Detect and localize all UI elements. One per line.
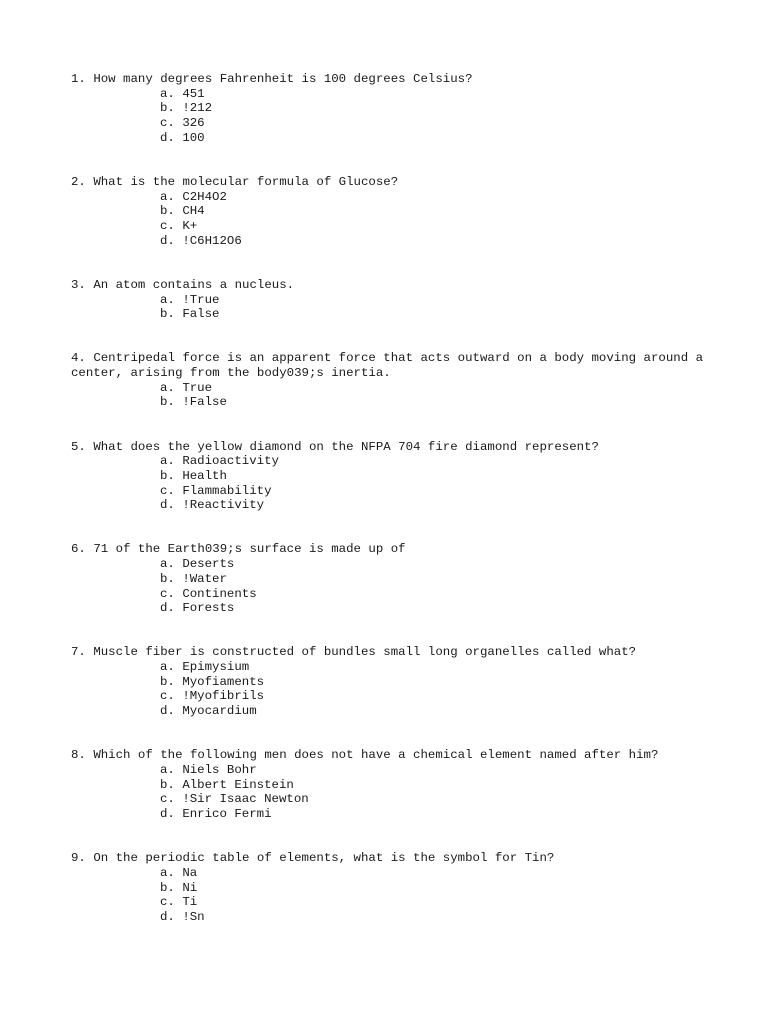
option-letter: a.	[160, 557, 175, 572]
question-number: 1.	[71, 72, 86, 86]
question-text	[71, 748, 711, 763]
option-letter: a.	[160, 189, 175, 204]
answer-option	[71, 572, 711, 587]
option-text: Myocardium	[182, 704, 257, 719]
option-letter: b.	[160, 204, 175, 219]
question-4	[71, 351, 711, 410]
question-number: 6.	[71, 542, 86, 557]
option-text: !Reactivity	[182, 498, 265, 513]
option-letter: b.	[160, 777, 175, 792]
question-prompt: On the periodic table of elements, what is the symbol for Tin?	[93, 851, 555, 866]
option-letter: a.	[160, 454, 175, 469]
answer-option	[71, 587, 711, 602]
option-letter: d.	[160, 807, 175, 822]
option-text: 451	[182, 86, 205, 101]
answer-option	[71, 469, 711, 484]
option-text: CH4	[182, 204, 205, 219]
question-7	[71, 645, 711, 719]
answer-option	[71, 190, 711, 205]
option-text: Ni	[182, 880, 198, 895]
question-8	[71, 748, 711, 822]
question-prompt: How many degrees Fahrenheit is 100 degrees Celsius?	[93, 72, 473, 86]
option-text: !True	[182, 292, 220, 307]
question-number: 8.	[71, 748, 86, 763]
answer-option	[71, 660, 711, 675]
answer-option	[71, 381, 711, 396]
answer-option	[71, 219, 711, 234]
answer-option	[71, 454, 711, 469]
answer-option	[71, 234, 711, 249]
answer-option	[71, 557, 711, 572]
answer-option	[71, 101, 711, 116]
answer-option	[71, 484, 711, 499]
option-letter: d.	[160, 704, 175, 719]
option-letter: d.	[160, 909, 175, 924]
option-letter: a.	[160, 292, 175, 307]
question-number: 9.	[71, 851, 86, 866]
answer-option	[71, 601, 711, 616]
option-text: 100	[182, 130, 205, 145]
option-text: !Water	[182, 571, 227, 586]
question-6	[71, 542, 711, 616]
option-letter: c.	[160, 689, 175, 704]
answer-option	[71, 307, 711, 322]
option-text: True	[182, 380, 213, 395]
question-2	[71, 175, 711, 249]
option-letter: b.	[160, 571, 175, 586]
option-letter: b.	[160, 880, 175, 895]
option-text: Flammability	[182, 483, 272, 498]
option-text: K+	[182, 219, 198, 234]
option-letter: c.	[160, 895, 175, 910]
option-letter: c.	[160, 483, 175, 498]
answer-option	[71, 116, 711, 131]
option-letter: d.	[160, 601, 175, 616]
question-1	[71, 72, 711, 146]
question-prompt: Which of the following men does not have a chemical element named after him?	[93, 748, 659, 763]
question-number: 7.	[71, 645, 86, 660]
question-number: 3.	[71, 277, 86, 292]
option-text: Deserts	[182, 557, 235, 572]
option-text: !Myofibrils	[182, 689, 265, 704]
question-3	[71, 278, 711, 322]
question-text	[71, 645, 711, 660]
question-number: 2.	[71, 174, 86, 189]
option-letter: b.	[160, 307, 175, 322]
option-text: C2H4O2	[182, 189, 227, 204]
option-text: Epimysium	[182, 660, 250, 675]
option-text: !Sir Isaac Newton	[182, 792, 309, 807]
option-text: 326	[182, 116, 205, 131]
question-5	[71, 440, 711, 514]
question-prompt: Centripedal force is an apparent force that acts outward on a body moving around a center, arising from the body039;s inertia.	[71, 351, 711, 381]
answer-option	[71, 881, 711, 896]
answer-option	[71, 895, 711, 910]
option-text: Health	[182, 468, 227, 483]
option-letter: c.	[160, 792, 175, 807]
option-text: Forests	[182, 601, 235, 616]
question-prompt: Muscle fiber is constructed of bundles small long organelles called what?	[93, 645, 637, 660]
quiz-document	[71, 72, 711, 954]
option-text: Enrico Fermi	[182, 807, 272, 822]
option-letter: b.	[160, 468, 175, 483]
option-text: !Sn	[182, 909, 205, 924]
option-text: False	[182, 307, 220, 322]
option-text: !212	[182, 101, 213, 116]
answer-option	[71, 498, 711, 513]
question-prompt: An atom contains a nucleus.	[93, 277, 295, 292]
question-text	[71, 440, 711, 455]
question-text	[71, 851, 711, 866]
option-letter: c.	[160, 586, 175, 601]
answer-option	[71, 675, 711, 690]
question-text	[71, 72, 711, 87]
option-letter: c.	[160, 116, 175, 131]
question-text	[71, 542, 711, 557]
question-prompt: What does the yellow diamond on the NFPA 704 fire diamond represent?	[93, 439, 599, 454]
option-letter: d.	[160, 233, 175, 248]
option-text: Radioactivity	[182, 454, 279, 469]
question-prompt: What is the molecular formula of Glucose?	[93, 174, 399, 189]
option-text: Na	[182, 865, 198, 880]
option-text: Continents	[182, 586, 257, 601]
answer-option	[71, 395, 711, 410]
option-letter: d.	[160, 498, 175, 513]
option-text: !C6H12O6	[182, 233, 242, 248]
option-letter: a.	[160, 865, 175, 880]
answer-option	[71, 689, 711, 704]
option-letter: a.	[160, 380, 175, 395]
question-number: 5.	[71, 439, 86, 454]
question-prompt: 71 of the Earth039;s surface is made up of	[93, 542, 406, 557]
option-text: Ti	[182, 895, 198, 910]
answer-option	[71, 763, 711, 778]
question-text	[71, 351, 711, 380]
answer-option	[71, 131, 711, 146]
answer-option	[71, 807, 711, 822]
option-text: Albert Einstein	[182, 777, 294, 792]
question-number: 4.	[71, 351, 86, 366]
option-letter: b.	[160, 674, 175, 689]
question-text	[71, 278, 711, 293]
question-9	[71, 851, 711, 925]
option-letter: b.	[160, 101, 175, 116]
answer-option	[71, 778, 711, 793]
answer-option	[71, 87, 711, 102]
option-letter: a.	[160, 660, 175, 675]
answer-option	[71, 704, 711, 719]
option-text: Myofiaments	[182, 674, 265, 689]
answer-option	[71, 866, 711, 881]
option-text: !False	[182, 395, 227, 410]
answer-option	[71, 910, 711, 925]
option-letter: b.	[160, 395, 175, 410]
option-letter: a.	[160, 86, 175, 101]
option-letter: c.	[160, 219, 175, 234]
question-text	[71, 175, 711, 190]
answer-option	[71, 792, 711, 807]
option-letter: a.	[160, 762, 175, 777]
answer-option	[71, 293, 711, 308]
option-letter: d.	[160, 130, 175, 145]
option-text: Niels Bohr	[182, 762, 257, 777]
answer-option	[71, 204, 711, 219]
